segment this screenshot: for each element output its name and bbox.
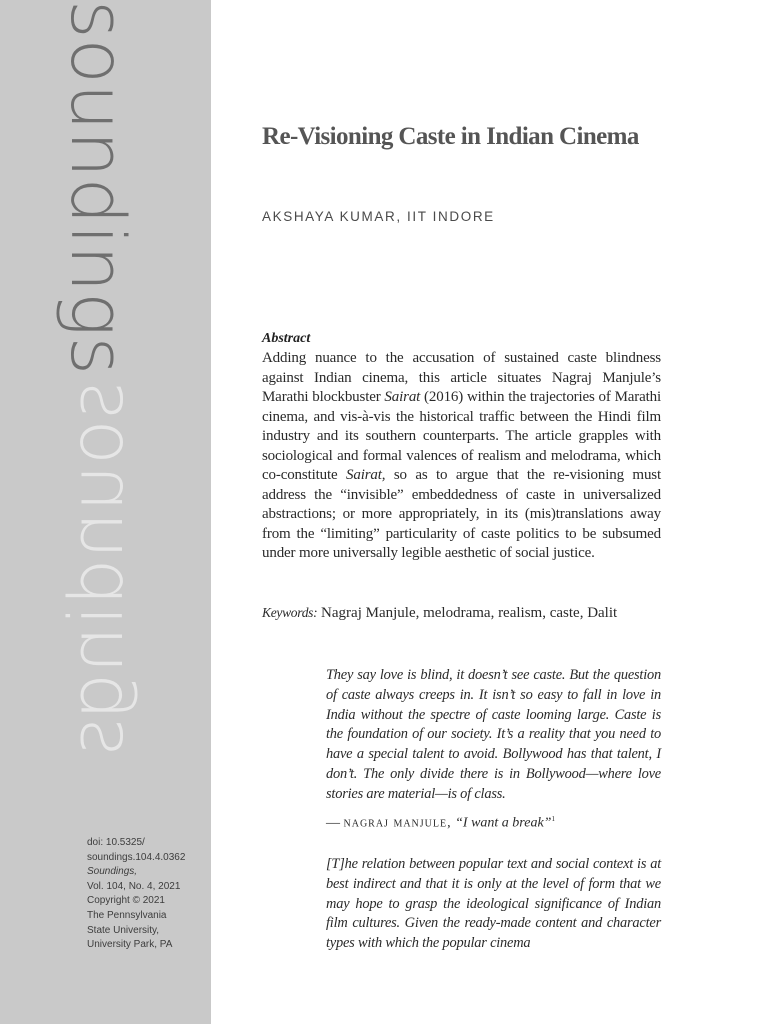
- masthead-word: soundings: [54, 0, 140, 375]
- footnote-marker: 1: [551, 815, 555, 823]
- doi-line-1: doi: 10.5325/: [87, 837, 145, 848]
- copyright: Copyright © 2021: [87, 895, 165, 907]
- issue-info: Vol. 104, No. 4, 2021: [87, 880, 181, 892]
- article-title: Re-Visioning Caste in Indian Cinema: [262, 123, 639, 150]
- keywords: [262, 603, 682, 624]
- attribution-source: “I want a break”: [455, 815, 552, 831]
- masthead-reflection: soundings: [54, 381, 140, 757]
- keywords-label: Keywords:: [262, 605, 318, 620]
- attribution-speaker: nagraj manjule,: [343, 815, 452, 831]
- keywords-list: Nagraj Manjule, melodrama, realism, caste, Dalit: [321, 605, 618, 621]
- film-title: Sairat: [384, 389, 421, 405]
- block-quote: [T]he relation between popular text and social context is at best indirect and that it is only at the level of form that we may hope to grasp the ideological significance of Indian film cultures. Given the ready-made content and character types with which the popular cinema: [326, 856, 661, 952]
- journal-sidebar: [0, 0, 211, 1024]
- publication-info: [87, 836, 207, 953]
- abstract-part-3: so as to argue that the re-visioning must address the “invisible” embeddedness of caste in universalized abstractions; or more appropriately, in its (mis)translations away from the “limiting” particularity of caste politics to be subsumed under more universally legible aesthetic of social justice.: [262, 467, 661, 561]
- film-title: Sairat,: [346, 467, 386, 483]
- publisher-line-1: The Pennsylvania: [87, 909, 167, 921]
- abstract-text: [262, 349, 661, 564]
- doi-line-2: soundings.104.4.0362: [87, 851, 186, 863]
- abstract-part-2: (2016) within the trajectories of Marathi cinema, and vis-à-vis the historical traffic between the Hindi film industry and its southern counterparts. The article grapples with sociological and formal valences of realism and melodrama, which co-constitute: [262, 389, 661, 483]
- abstract-part-1: Adding nuance to the accusation of sustained caste blindness against Indian cinema, this article situates Nagraj Manjule’s Marathi blockbuster: [262, 350, 661, 405]
- article-author: AKSHAYA KUMAR, IIT INDORE: [262, 209, 495, 224]
- publisher-line-3: University Park, PA: [87, 939, 173, 951]
- publisher-line-2: State University,: [87, 924, 160, 936]
- attribution-dash: —: [326, 815, 344, 831]
- abstract-heading: Abstract: [262, 331, 311, 346]
- epigraph-attribution: [326, 815, 555, 832]
- journal-title: Soundings,: [87, 866, 138, 878]
- epigraph-quote: They say love is blind, it doesn’t see caste. But the question of caste always creeps in. It isn’t so easy to fall in love in India without the spectre of caste looming large. Caste is the foundation of our society. It’s a reality that you need to have a special talent to avoid. Bollywood has that talent, I don’t. The only divide there is in Bollywood—where love stories are material—is of class.: [326, 667, 661, 802]
